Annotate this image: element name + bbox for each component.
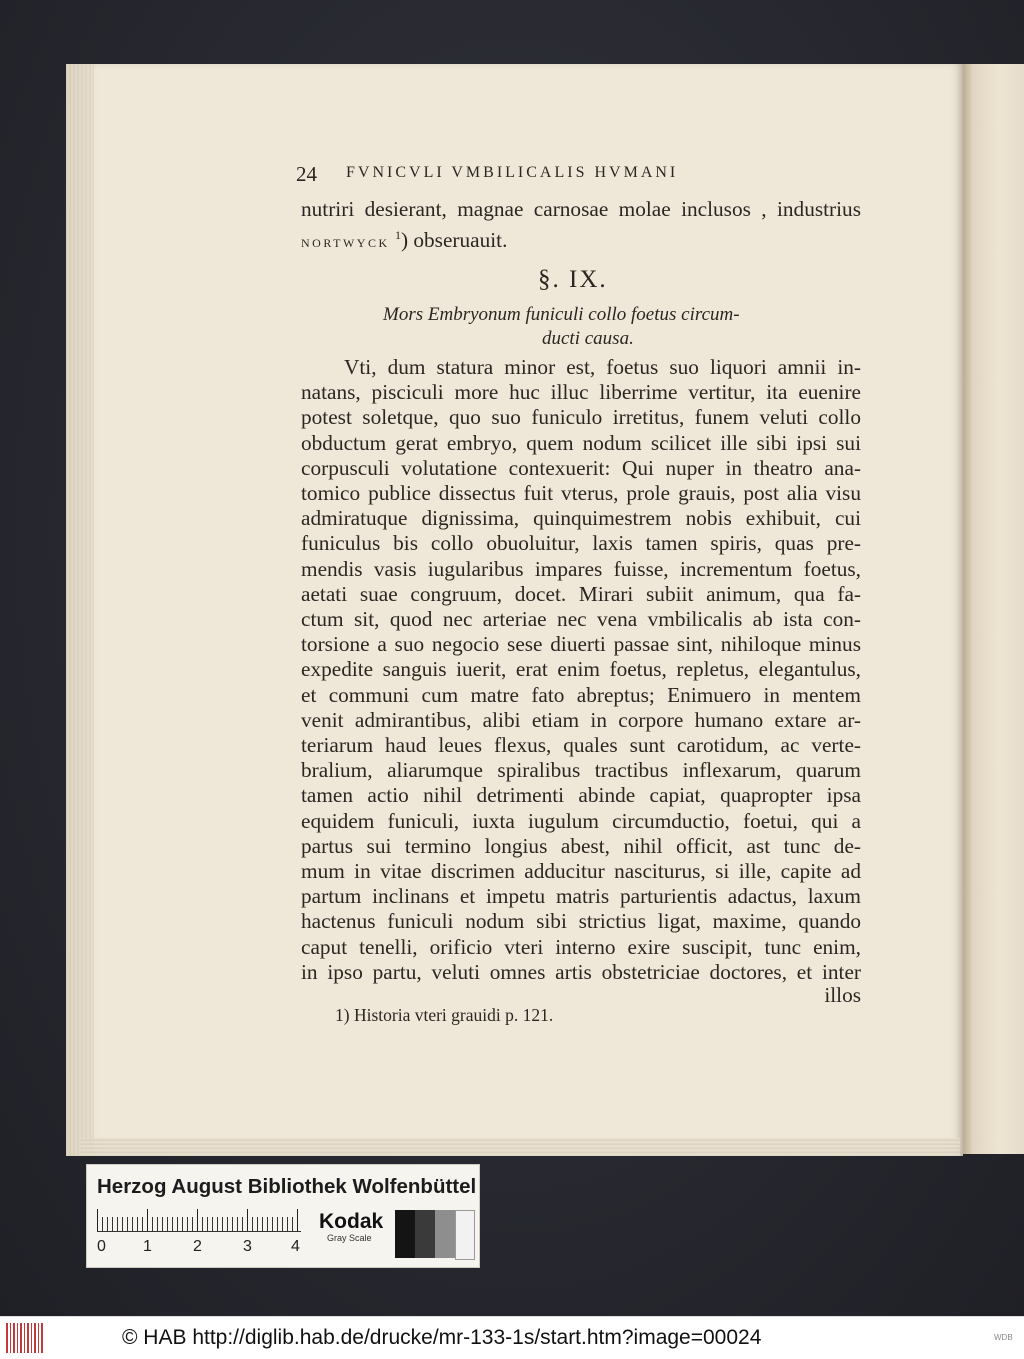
ruler-number: 3 bbox=[243, 1238, 252, 1255]
paragraph-line: bralium, aliarumque spiralibus tractibus inflexarum, quarum bbox=[301, 758, 861, 783]
paragraph-line: equidem funiculi, iuxta iugulum circumductio, foetui, qui a bbox=[301, 808, 861, 833]
ruler-tick bbox=[147, 1209, 148, 1231]
paragraph-line: partum inclinans et impetu matris parturientis adactus, laxum bbox=[301, 884, 861, 909]
section-subtitle-line1: Mors Embryonum funiculi collo foetus circum- bbox=[383, 304, 740, 325]
paragraph-line: natans, pisciculi more huc illuc liberrime vertitur, ita euenire bbox=[301, 380, 861, 405]
page-edge-left bbox=[66, 64, 94, 1156]
gray-swatch bbox=[395, 1210, 415, 1258]
footnote: 1) Historia vteri grauidi p. 121. bbox=[335, 1005, 554, 1025]
section-heading: §. IX. bbox=[538, 266, 608, 293]
paragraph-line: Vti, dum statura minor est, foetus suo liquori amnii in- bbox=[344, 355, 861, 379]
next-page-sliver bbox=[962, 64, 1024, 1154]
gray-swatch bbox=[415, 1210, 435, 1258]
paragraph-line: tomico publice dissectus fuit vterus, prole grauis, post alia visu bbox=[301, 481, 861, 505]
paragraph-line: torsione a suo negocio sese diuerti passae sint, nihiloque minus bbox=[301, 632, 861, 657]
scale-ruler bbox=[97, 1209, 301, 1232]
paragraph-line: expedite sanguis iuerit, erat enim foetus, repletus, elegantulus, bbox=[301, 657, 861, 682]
ruler-number: 0 bbox=[97, 1238, 106, 1255]
catchword: illos bbox=[824, 983, 861, 1007]
paragraph-line: mendis vasis iugularibus impares fuisse, incrementum foetus, bbox=[301, 556, 861, 581]
paragraph-line: teriarum haud leues flexus, quales sunt carotidum, ac verte- bbox=[301, 733, 861, 757]
paragraph-line: aetati suae congruum, docet. Mirari subiit animum, qua fa- bbox=[301, 581, 861, 606]
gray-swatch bbox=[435, 1210, 455, 1258]
ruler-tick bbox=[297, 1209, 298, 1231]
paragraph-line: in ipso partu, veluti omnes artis obstetriciae doctores, et inter bbox=[301, 959, 861, 984]
author-name: nortwyck bbox=[301, 232, 390, 252]
ruler-number: 2 bbox=[193, 1238, 202, 1255]
footer-bar bbox=[0, 1316, 1024, 1359]
library-name: Herzog August Bibliothek Wolfenbüttel bbox=[97, 1175, 477, 1198]
barcode-icon bbox=[6, 1323, 44, 1353]
paragraph-line: obductum gerat embryo, quem nodum scilicet ille sibi ipsi sui bbox=[301, 430, 861, 455]
paragraph-line: partus sui termino longius abest, nihil officit, ast tunc de- bbox=[301, 833, 861, 858]
ruler-tick bbox=[197, 1209, 198, 1231]
ruler-tick bbox=[97, 1209, 98, 1231]
paragraph-line: corpusculi volutatione contexuerit: Qui nuper in theatro ana- bbox=[301, 455, 861, 480]
library-card bbox=[86, 1164, 480, 1268]
running-title: FVNICVLI VMBILICALIS HVMANI bbox=[346, 164, 679, 181]
copyright-link[interactable]: © HAB http://diglib.hab.de/drucke/mr-133-1s/start.htm?image=00024 bbox=[122, 1326, 762, 1349]
gray-swatch bbox=[455, 1210, 475, 1260]
footnote-ref: 1 bbox=[394, 228, 401, 242]
footer-mark: WDB bbox=[994, 1333, 1013, 1342]
paragraph-line: hactenus funiculi nodum sibi strictius ligat, maxime, quando bbox=[301, 909, 861, 934]
paragraph-line: ctum sit, quod nec arteriae nec vena vmbilicalis ab ista con- bbox=[301, 607, 861, 631]
paragraph-line: tamen actio nihil detrimenti abinde capiat, quapropter ipsa bbox=[301, 783, 861, 808]
running-header bbox=[296, 160, 756, 188]
ruler-tick bbox=[247, 1209, 248, 1231]
paragraph-line: funiculus bis collo obuoluitur, laxis tamen spiris, quas pre- bbox=[301, 531, 861, 556]
page-number: 24 bbox=[296, 162, 317, 186]
ruler-number: 1 bbox=[143, 1238, 152, 1255]
paragraph-line: et communi cum matre fato abreptus; Enimuero in mentem bbox=[301, 682, 861, 707]
paragraph-line: potest soletque, quo suo funiculo irretitus, funem veluti collo bbox=[301, 405, 861, 430]
paragraph-line: admiratuque dignissima, quinquimestrem nobis exhibuit, cui bbox=[301, 506, 861, 531]
kodak-gray-scale-label: Gray Scale bbox=[327, 1233, 372, 1243]
paragraph-line: venit admirantibus, alibi etiam in corpore humano extare ar- bbox=[301, 707, 861, 732]
paragraph-line: caput tenelli, orificio vteri interno exire suscipit, tunc enim, bbox=[301, 934, 861, 959]
page-edge-bottom bbox=[80, 1138, 960, 1156]
kodak-logo: Kodak bbox=[319, 1210, 384, 1233]
text-line bbox=[301, 223, 861, 254]
paragraph-line: mum in vitae discrimen adducitur nasciturus, si ille, capite ad bbox=[301, 859, 861, 883]
text-fragment: ) obseruauit. bbox=[400, 228, 508, 253]
section-subtitle-line2: ducti causa. bbox=[542, 328, 634, 349]
text-line: nutriri desierant, magnae carnosae molae inclusos , industrius bbox=[301, 197, 861, 221]
ruler-number: 4 bbox=[291, 1238, 300, 1255]
